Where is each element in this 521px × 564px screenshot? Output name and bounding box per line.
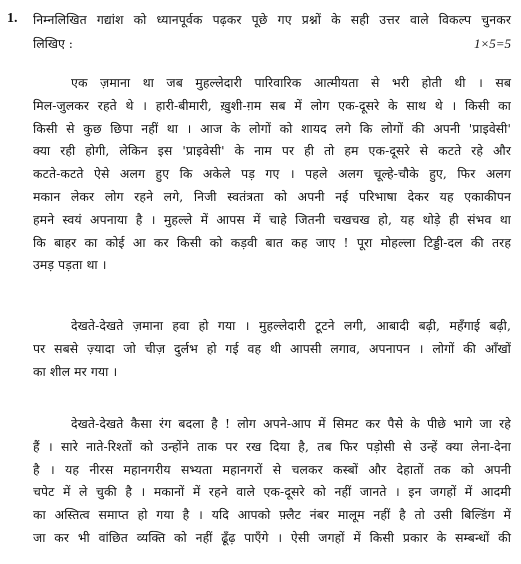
paragraph-line: कटते-कटते ऐसे अलग हुए कि अकेले पड़ गए । पहले अलग चूल्हे-चौके हुए, फिर अलग bbox=[33, 166, 511, 182]
question-instruction bbox=[33, 9, 511, 32]
instruction-line: निम्नलिखित गद्यांश को ध्यानपूर्वक पढ़कर पूछे गए प्रश्नों के सही उत्तर वाले विकल्प चुनकर bbox=[33, 12, 511, 27]
question-number: 1. bbox=[7, 11, 18, 26]
paragraph-line: उमड़ पड़ता था । bbox=[33, 257, 107, 273]
paragraph-line: मिल-जुलकर रहते थे । हारी-बीमारी, ख़ुशी-ग़म सब में लोग एक-दूसरे के साथ थे । किसी का bbox=[33, 97, 511, 113]
paragraph-1 bbox=[33, 72, 511, 277]
instruction-line: लिखिए : bbox=[33, 36, 73, 51]
paragraph-3 bbox=[33, 413, 511, 550]
paragraph-line: कि बाहर का कोई आ कर किसी को कड़वी बात कह जाए ! पूरा मोहल्ला टिड्डी-दल की तरह bbox=[33, 234, 511, 250]
paragraph-line: पर सबसे ज़्यादा जो चीज़ दुर्लभ हो गई वह थी आपसी लगाव, अपनापन । लोगों की आँखों bbox=[33, 340, 511, 356]
paragraph-line: हमने स्वयं अपनाया है । मुहल्ले में आपस में चाहे जितनी चखचख हो, यह थोड़े ही संभव था bbox=[33, 211, 511, 227]
paragraph-line: हैं । सारे नाते-रिश्तों को उन्होंने ताक पर रख दिया है, तब फिर पड़ोसी से उन्हें क्या लेना-देना bbox=[33, 438, 511, 454]
paragraph-line: किसी से कुछ छिपा नहीं था । आज के लोगों को शायद लगे कि लोगों की अपनी 'प्राइवेसी' bbox=[33, 120, 511, 136]
paragraph-line: जा कर भी वांछित व्यक्ति को नहीं ढूँढ़ पाएँगे । ऐसी जगहों में किसी प्रकार के सम्बन्धों की bbox=[33, 529, 511, 545]
paragraph-line: देखते-देखते ज़माना हवा हो गया । मुहल्लेदारी टूटने लगी, आबादी बढ़ी, महँगाई बढ़ी, bbox=[71, 318, 511, 333]
instruction-row bbox=[33, 34, 511, 54]
marks-label: 1×5=5 bbox=[473, 36, 511, 51]
paragraph-line: का शील मर गया । bbox=[33, 363, 118, 379]
paragraph-line: है । यह नीरस महानगरीय सभ्यता महानगरों से चलकर कस्बों और देहातों तक को अपनी bbox=[33, 461, 511, 477]
paragraph-2 bbox=[33, 315, 511, 383]
paragraph-line: एक ज़माना था जब मुहल्लेदारी पारिवारिक आत्मीयता से भरी होती थी । सब bbox=[71, 75, 511, 90]
paragraph-line: चपेट में ले चुकी है । मकानों में रहने वाले एक-दूसरे को नहीं जानते । इन जगहों में आदमी bbox=[33, 484, 511, 500]
paragraph-line: क्या रही होगी, लेकिन इस 'प्राइवेसी' के नाम पर ही तो हम एक-दूसरे से कटते रहे और bbox=[33, 143, 511, 159]
paragraph-line: देखते-देखते कैसा रंग बदला है ! लोग अपने-आप में सिमट कर पैसे के पीछे भागे जा रहे bbox=[71, 416, 511, 431]
paragraph-line: का अस्तित्व समाप्त हो गया है । यदि आपको फ़्लैट नंबर मालूम नहीं है तो उसी बिल्डिंग में bbox=[33, 507, 511, 523]
paragraph-line: मकान लेकर लोग रहने लगे, निजी स्वतंत्रता को अपनी नई परिभाषा देकर यह एकाकीपन bbox=[33, 188, 511, 204]
